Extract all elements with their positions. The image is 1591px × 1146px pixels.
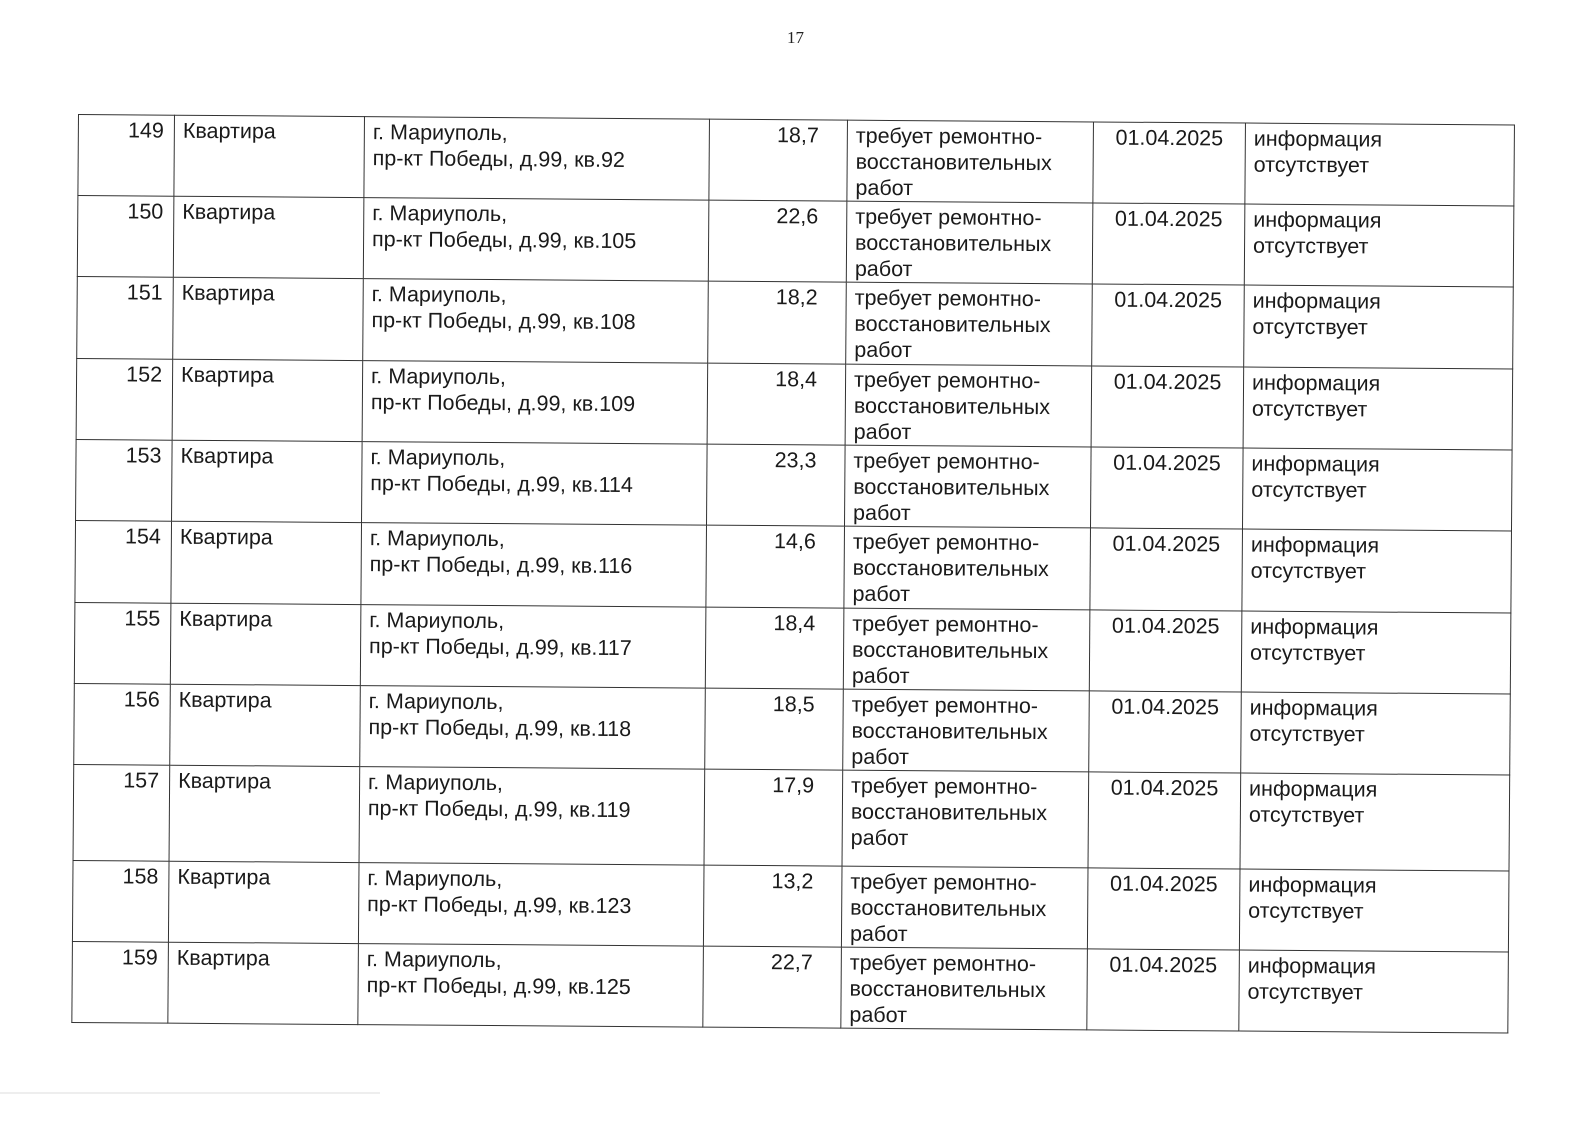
property-type: Квартира <box>181 280 275 306</box>
address-street: пр-кт Победы, д.99, кв.109 <box>370 390 636 417</box>
info-line-2: отсутствует <box>1251 396 1368 422</box>
condition-line-2: восстановительных <box>852 637 1049 664</box>
condition-line-2: восстановительных <box>853 393 1051 420</box>
address-street: пр-кт Победы, д.99, кв.105 <box>372 227 637 254</box>
info-line-1: информация <box>1248 776 1378 802</box>
info-line-1: информация <box>1252 288 1381 314</box>
area-value: 18,2 <box>775 285 818 310</box>
area-value: 18,4 <box>773 611 816 636</box>
condition-line-1: требует ремонтно- <box>852 529 1040 556</box>
condition-cell <box>841 947 1088 1030</box>
page-number: 17 <box>787 28 804 47</box>
row-number: 156 <box>123 687 160 712</box>
table-row <box>74 602 1511 694</box>
condition-line-3: работ <box>853 500 911 526</box>
info-cell <box>1239 869 1509 952</box>
condition-line-1: требует ремонтно- <box>850 869 1037 896</box>
address-cell <box>362 361 708 445</box>
condition-line-3: работ <box>850 825 909 851</box>
condition-line-1: требует ремонтно- <box>851 773 1038 800</box>
area-value: 17,9 <box>772 773 815 798</box>
date-value: 01.04.2025 <box>1115 125 1224 151</box>
address-cell <box>362 442 708 526</box>
condition-line-3: работ <box>849 921 908 947</box>
table-body <box>72 115 1515 1034</box>
address-cell <box>363 198 709 282</box>
row-number: 152 <box>126 362 163 387</box>
info-line-2: отсутствует <box>1249 721 1365 747</box>
table-row <box>77 276 1514 369</box>
condition-line-3: работ <box>853 419 912 445</box>
date-cell <box>1093 122 1246 204</box>
property-type-cell <box>173 196 364 278</box>
info-line-2: отсутствует <box>1250 558 1367 584</box>
area-cell <box>708 281 847 364</box>
row-number-cell <box>78 115 175 197</box>
address-city: г. Мариуполь, <box>370 364 507 390</box>
area-cell <box>708 200 847 282</box>
area-value: 18,7 <box>776 123 819 148</box>
address-street: пр-кт Победы, д.99, кв.117 <box>369 634 632 661</box>
area-cell <box>706 525 845 608</box>
condition-line-2: восстановительных <box>851 718 1048 745</box>
address-street: пр-кт Победы, д.99, кв.92 <box>372 146 626 173</box>
date-value: 01.04.2025 <box>1113 450 1221 476</box>
condition-line-3: работ <box>855 175 914 201</box>
address-city: г. Мариуполь, <box>370 445 506 471</box>
area-cell <box>709 119 848 201</box>
info-line-2: отсутствует <box>1252 314 1368 340</box>
address-city: г. Мариуполь, <box>367 866 503 892</box>
info-line-2: отсутствует <box>1253 152 1370 178</box>
date-value: 01.04.2025 <box>1111 694 1220 720</box>
area-value: 18,5 <box>772 692 815 717</box>
condition-line-3: работ <box>852 581 911 607</box>
table-row <box>73 764 1510 871</box>
area-cell <box>703 946 842 1028</box>
property-type: Квартира <box>182 118 276 144</box>
row-number-cell <box>72 860 169 942</box>
info-cell <box>1243 367 1513 450</box>
date-value: 01.04.2025 <box>1110 775 1219 801</box>
condition-cell <box>842 770 1089 868</box>
area-value: 22,7 <box>770 950 813 975</box>
address-city: г. Мариуполь, <box>369 526 505 552</box>
condition-line-1: требует ремонтно- <box>855 204 1042 231</box>
address-cell <box>359 767 705 866</box>
property-type: Квартира <box>179 524 273 550</box>
condition-line-2: восстановительных <box>850 895 1047 922</box>
table-row <box>72 941 1509 1033</box>
area-cell <box>707 444 846 526</box>
property-type: Квартира <box>177 864 271 890</box>
date-value: 01.04.2025 <box>1114 206 1223 232</box>
address-street: пр-кт Победы, д.99, кв.114 <box>370 471 633 498</box>
condition-line-3: работ <box>854 256 913 282</box>
condition-cell <box>845 364 1092 447</box>
date-value: 01.04.2025 <box>1114 287 1223 313</box>
scan-artifact <box>0 1092 380 1094</box>
address-street: пр-кт Победы, д.99, кв.118 <box>368 715 632 742</box>
info-cell <box>1244 285 1514 369</box>
date-cell <box>1091 366 1244 448</box>
property-type-cell <box>170 603 361 685</box>
condition-line-1: требует ремонтно- <box>851 692 1039 719</box>
property-type: Квартира <box>176 945 270 971</box>
condition-line-2: восстановительных <box>855 149 1052 176</box>
date-value: 01.04.2025 <box>1111 613 1220 639</box>
row-number: 150 <box>127 199 164 224</box>
date-cell <box>1092 203 1245 285</box>
condition-cell <box>847 120 1094 203</box>
info-line-1: информация <box>1250 532 1380 558</box>
info-line-1: информация <box>1248 872 1377 898</box>
property-table-container <box>71 114 1514 1034</box>
row-number-cell <box>74 602 171 684</box>
area-value: 13,2 <box>771 869 814 894</box>
condition-line-2: восстановительных <box>850 799 1048 826</box>
info-line-2: отсутствует <box>1248 802 1365 828</box>
property-type-cell <box>171 521 362 604</box>
property-type-cell <box>170 684 361 766</box>
area-value: 22,6 <box>776 204 819 229</box>
info-line-2: отсутствует <box>1248 898 1364 924</box>
date-cell <box>1090 447 1243 529</box>
table-row <box>74 683 1511 775</box>
info-line-1: информация <box>1250 614 1379 640</box>
address-street: пр-кт Победы, д.99, кв.123 <box>367 892 632 919</box>
row-number: 159 <box>121 945 158 970</box>
info-cell <box>1241 611 1511 694</box>
area-value: 23,3 <box>774 448 817 473</box>
property-type: Квартира <box>178 768 272 794</box>
condition-line-2: восстановительных <box>854 230 1052 257</box>
info-line-1: информация <box>1247 953 1377 979</box>
date-value: 01.04.2025 <box>1109 871 1218 897</box>
property-type-cell <box>173 277 364 360</box>
condition-cell <box>844 526 1091 610</box>
table-row <box>77 196 1514 288</box>
condition-line-3: работ <box>854 337 912 363</box>
table-row <box>72 860 1509 952</box>
area-value: 14,6 <box>773 529 816 554</box>
property-type: Квартира <box>181 362 275 388</box>
condition-cell <box>846 201 1093 284</box>
info-line-2: отсутствует <box>1252 233 1369 259</box>
row-number-cell <box>74 683 171 765</box>
row-number: 149 <box>127 118 164 143</box>
condition-line-2: восстановительных <box>853 474 1050 501</box>
condition-cell <box>846 282 1093 366</box>
info-line-1: информация <box>1253 126 1383 152</box>
row-number-cell <box>75 520 172 603</box>
info-cell <box>1242 448 1512 531</box>
address-cell <box>358 863 704 947</box>
row-number-cell <box>76 439 173 521</box>
row-number: 151 <box>126 280 163 305</box>
address-city: г. Мариуполь, <box>371 282 507 308</box>
address-cell <box>358 944 704 1028</box>
row-number: 158 <box>122 864 159 889</box>
property-type: Квартира <box>178 687 272 713</box>
table-row <box>75 520 1512 613</box>
area-cell <box>707 363 846 445</box>
info-line-1: информация <box>1251 370 1381 396</box>
condition-cell <box>843 608 1090 691</box>
info-line-2: отсутствует <box>1247 979 1364 1005</box>
info-line-1: информация <box>1253 207 1382 233</box>
condition-line-1: требует ремонтно- <box>853 448 1040 475</box>
property-type-cell <box>168 861 359 943</box>
address-cell <box>363 279 709 364</box>
date-cell <box>1088 772 1241 869</box>
row-number-cell <box>72 941 169 1023</box>
address-city: г. Мариуполь, <box>372 201 508 227</box>
address-street: пр-кт Победы, д.99, кв.125 <box>366 973 631 1000</box>
property-type-cell <box>174 115 365 197</box>
date-cell <box>1089 691 1242 773</box>
property-table <box>71 114 1515 1034</box>
table-row <box>76 439 1513 531</box>
condition-cell <box>844 445 1091 528</box>
condition-line-3: работ <box>851 663 910 689</box>
condition-line-2: восстановительных <box>849 976 1046 1003</box>
condition-line-3: работ <box>849 1002 908 1028</box>
condition-line-1: требует ремонтно- <box>855 123 1043 150</box>
date-value: 01.04.2025 <box>1113 369 1222 395</box>
row-number-cell <box>73 764 170 861</box>
info-line-1: информация <box>1249 695 1378 721</box>
property-type: Квартира <box>179 606 273 632</box>
date-cell <box>1089 610 1242 692</box>
property-type-cell <box>169 765 360 862</box>
condition-cell <box>841 866 1088 949</box>
condition-cell <box>843 689 1090 772</box>
address-city: г. Мариуполь, <box>369 608 505 634</box>
table-row <box>78 115 1515 207</box>
property-type-cell <box>172 359 363 441</box>
date-value: 01.04.2025 <box>1109 952 1218 978</box>
address-cell <box>360 605 706 689</box>
area-cell <box>703 865 842 947</box>
info-cell <box>1240 773 1510 871</box>
address-street: пр-кт Победы, д.99, кв.116 <box>369 552 633 579</box>
address-city: г. Мариуполь, <box>368 770 504 796</box>
area-value: 18,4 <box>775 367 818 392</box>
address-city: г. Мариуполь, <box>366 947 502 973</box>
row-number-cell <box>77 276 174 359</box>
property-type-cell <box>172 440 363 522</box>
address-street: пр-кт Победы, д.99, кв.119 <box>367 796 631 823</box>
row-number-cell <box>76 358 173 440</box>
address-cell <box>361 523 707 608</box>
address-city: г. Мариуполь, <box>372 120 508 146</box>
condition-line-2: восстановительных <box>854 311 1051 338</box>
condition-line-1: требует ремонтно- <box>853 367 1041 394</box>
info-line-1: информация <box>1251 451 1380 477</box>
address-street: пр-кт Победы, д.99, кв.108 <box>371 308 636 335</box>
info-cell <box>1245 123 1515 206</box>
area-cell <box>705 688 844 770</box>
date-cell <box>1087 949 1240 1031</box>
info-cell <box>1239 950 1509 1033</box>
info-line-2: отсутствует <box>1251 477 1367 503</box>
date-value: 01.04.2025 <box>1112 531 1221 557</box>
info-cell <box>1244 204 1514 287</box>
date-cell <box>1092 284 1245 367</box>
row-number: 154 <box>124 524 161 549</box>
condition-line-1: требует ремонтно- <box>854 285 1042 312</box>
condition-line-1: требует ремонтно- <box>849 950 1037 977</box>
area-cell <box>705 607 844 689</box>
info-cell <box>1241 692 1511 775</box>
property-type: Квартира <box>182 199 276 225</box>
row-number-cell <box>77 196 174 278</box>
info-line-2: отсутствует <box>1249 640 1366 666</box>
date-cell <box>1087 868 1240 950</box>
condition-line-2: восстановительных <box>852 555 1049 582</box>
date-cell <box>1090 528 1243 611</box>
area-cell <box>704 769 843 866</box>
table-row <box>76 358 1513 450</box>
info-cell <box>1242 529 1512 613</box>
property-type-cell <box>168 942 359 1024</box>
address-cell <box>364 117 710 201</box>
address-cell <box>360 686 706 770</box>
row-number: 155 <box>124 606 161 631</box>
condition-line-1: требует ремонтно- <box>852 611 1039 638</box>
address-city: г. Мариуполь, <box>368 689 504 715</box>
row-number: 157 <box>123 768 160 793</box>
property-type: Квартира <box>180 443 274 469</box>
row-number: 153 <box>125 443 162 468</box>
condition-line-3: работ <box>851 744 909 770</box>
